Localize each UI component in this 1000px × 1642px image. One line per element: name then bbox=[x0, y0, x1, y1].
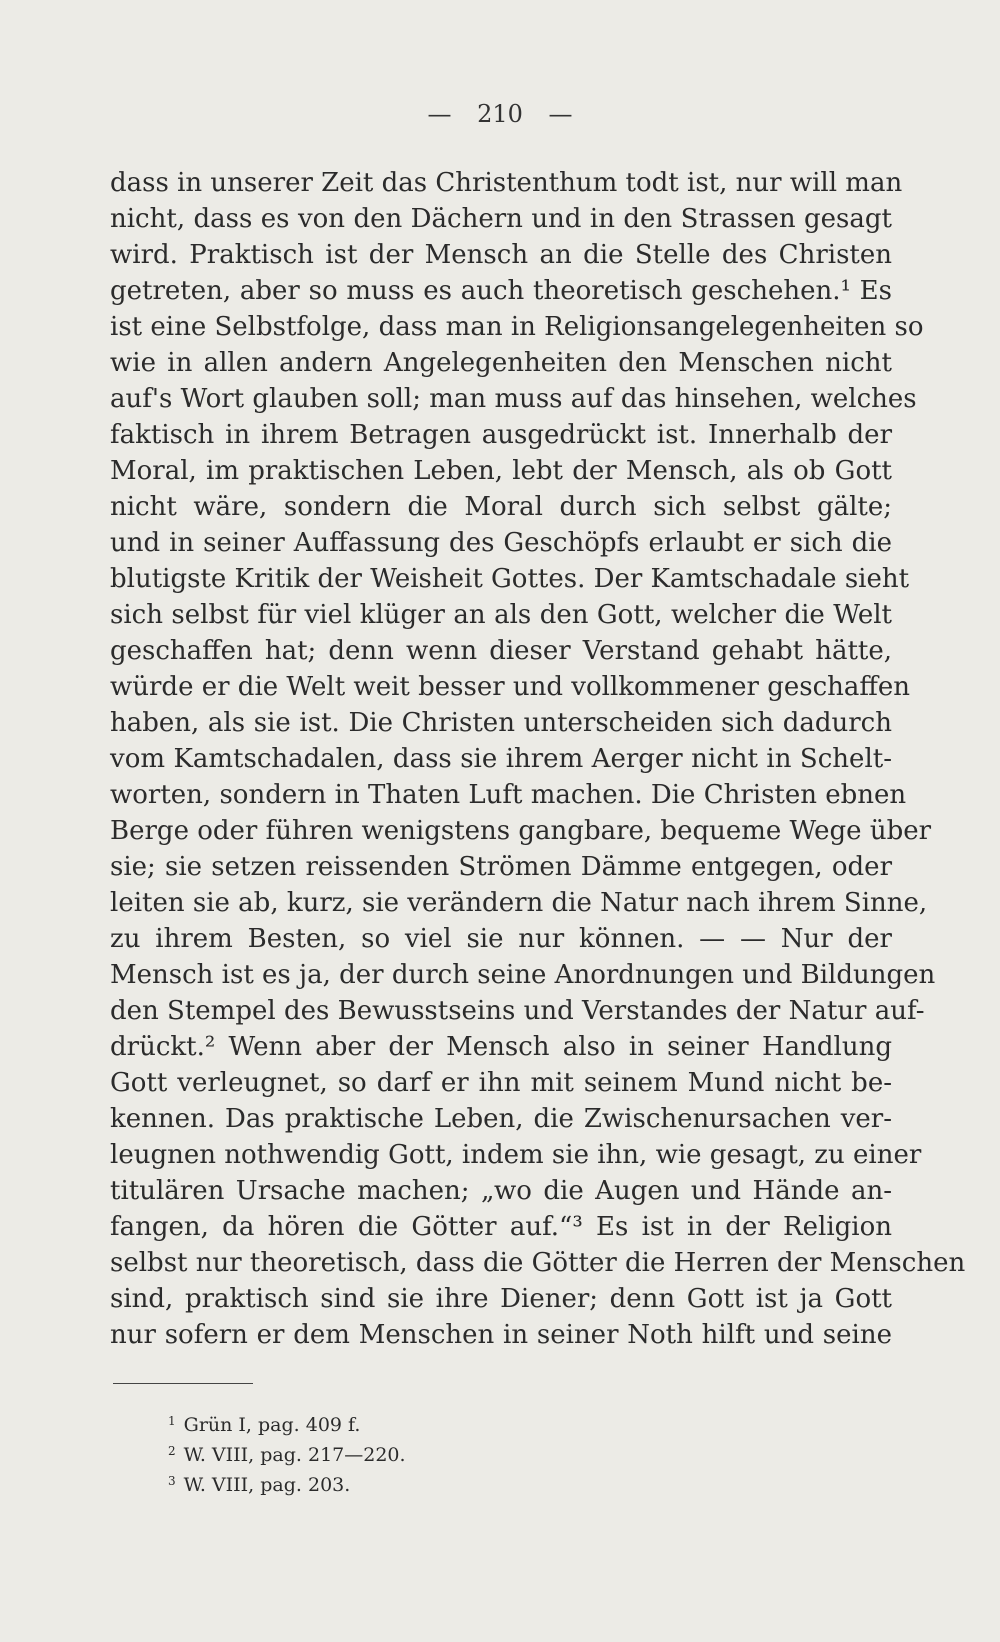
text-line: geschaffen hat; denn wenn dieser Verstand gehabt hätte, bbox=[110, 636, 892, 666]
text-line: sich selbst für viel klüger an als den Gott, welcher die Welt bbox=[110, 600, 892, 630]
body-text bbox=[110, 165, 966, 1353]
text-line: nur sofern er dem Menschen in seiner Noth hilft und seine bbox=[110, 1320, 892, 1350]
text-line: leiten sie ab, kurz, sie verändern die Natur nach ihrem Sinne, bbox=[110, 888, 928, 918]
header-dash-left: — bbox=[427, 100, 452, 128]
footnote bbox=[168, 1406, 406, 1436]
footnote-marker: 2 bbox=[168, 1444, 176, 1458]
text-line: sie; sie setzen reissenden Strömen Dämme entgegen, oder bbox=[110, 852, 892, 882]
text-line: auf's Wort glauben soll; man muss auf das hinsehen, welches bbox=[110, 384, 917, 414]
text-line: nicht, dass es von den Dächern und in den Strassen gesagt bbox=[110, 204, 892, 234]
text-line: fangen, da hören die Götter auf.“³ Es ist in der Religion bbox=[110, 1212, 892, 1242]
text-line: kennen. Das praktische Leben, die Zwischenursachen ver- bbox=[110, 1104, 892, 1134]
text-line: blutigste Kritik der Weisheit Gottes. Der Kamtschadale sieht bbox=[110, 564, 910, 594]
footnote bbox=[168, 1436, 406, 1466]
footnotes bbox=[168, 1406, 406, 1496]
text-line: und in seiner Auffassung des Geschöpfs erlaubt er sich die bbox=[110, 528, 892, 558]
text-line: zu ihrem Besten, so viel sie nur können. — — Nur der bbox=[110, 924, 892, 954]
text-line: titulären Ursache machen; „wo die Augen und Hände an- bbox=[110, 1176, 892, 1206]
footnote-text: W. VIII, pag. 217—220. bbox=[183, 1444, 406, 1466]
text-line: ist eine Selbstfolge, dass man in Religionsangelegenheiten so bbox=[110, 312, 924, 342]
text-line: Gott verleugnet, so darf er ihn mit seinem Mund nicht be- bbox=[110, 1068, 892, 1098]
text-line: wie in allen andern Angelegenheiten den Menschen nicht bbox=[110, 348, 892, 378]
text-line: worten, sondern in Thaten Luft machen. Die Christen ebnen bbox=[110, 780, 907, 810]
text-line: den Stempel des Bewusstseins und Verstandes der Natur auf- bbox=[110, 996, 925, 1026]
footnote-text: Grün I, pag. 409 f. bbox=[183, 1414, 361, 1436]
page-number: 210 bbox=[477, 100, 523, 128]
text-line: vom Kamtschadalen, dass sie ihrem Aerger nicht in Schelt- bbox=[110, 744, 892, 774]
footnote-marker: 3 bbox=[168, 1474, 176, 1488]
text-line: drückt.² Wenn aber der Mensch also in seiner Handlung bbox=[110, 1032, 892, 1062]
text-line: leugnen nothwendig Gott, indem sie ihn, wie gesagt, zu einer bbox=[110, 1140, 922, 1170]
footnote bbox=[168, 1466, 406, 1496]
header-dash-right: — bbox=[548, 100, 573, 128]
text-line: Moral, im praktischen Leben, lebt der Mensch, als ob Gott bbox=[110, 456, 892, 486]
text-line: haben, als sie ist. Die Christen unterscheiden sich dadurch bbox=[110, 708, 892, 738]
text-line: selbst nur theoretisch, dass die Götter die Herren der Menschen bbox=[110, 1248, 966, 1278]
footnote-text: W. VIII, pag. 203. bbox=[183, 1474, 351, 1496]
text-line: Mensch ist es ja, der durch seine Anordnungen und Bildungen bbox=[110, 960, 936, 990]
text-line: getreten, aber so muss es auch theoretisch geschehen.¹ Es bbox=[110, 276, 892, 306]
footnote-marker: 1 bbox=[168, 1414, 176, 1428]
text-line: Berge oder führen wenigstens gangbare, bequeme Wege über bbox=[110, 816, 932, 846]
text-line: faktisch in ihrem Betragen ausgedrückt ist. Innerhalb der bbox=[110, 420, 892, 450]
page-header bbox=[0, 100, 1000, 128]
text-line: sind, praktisch sind sie ihre Diener; denn Gott ist ja Gott bbox=[110, 1284, 892, 1314]
text-line: wird. Praktisch ist der Mensch an die Stelle des Christen bbox=[110, 240, 892, 270]
text-line: würde er die Welt weit besser und vollkommener geschaffen bbox=[110, 672, 910, 702]
text-line: dass in unserer Zeit das Christenthum todt ist, nur will man bbox=[110, 168, 903, 198]
footnote-divider bbox=[113, 1383, 253, 1384]
text-line: nicht wäre, sondern die Moral durch sich selbst gälte; bbox=[110, 492, 892, 522]
